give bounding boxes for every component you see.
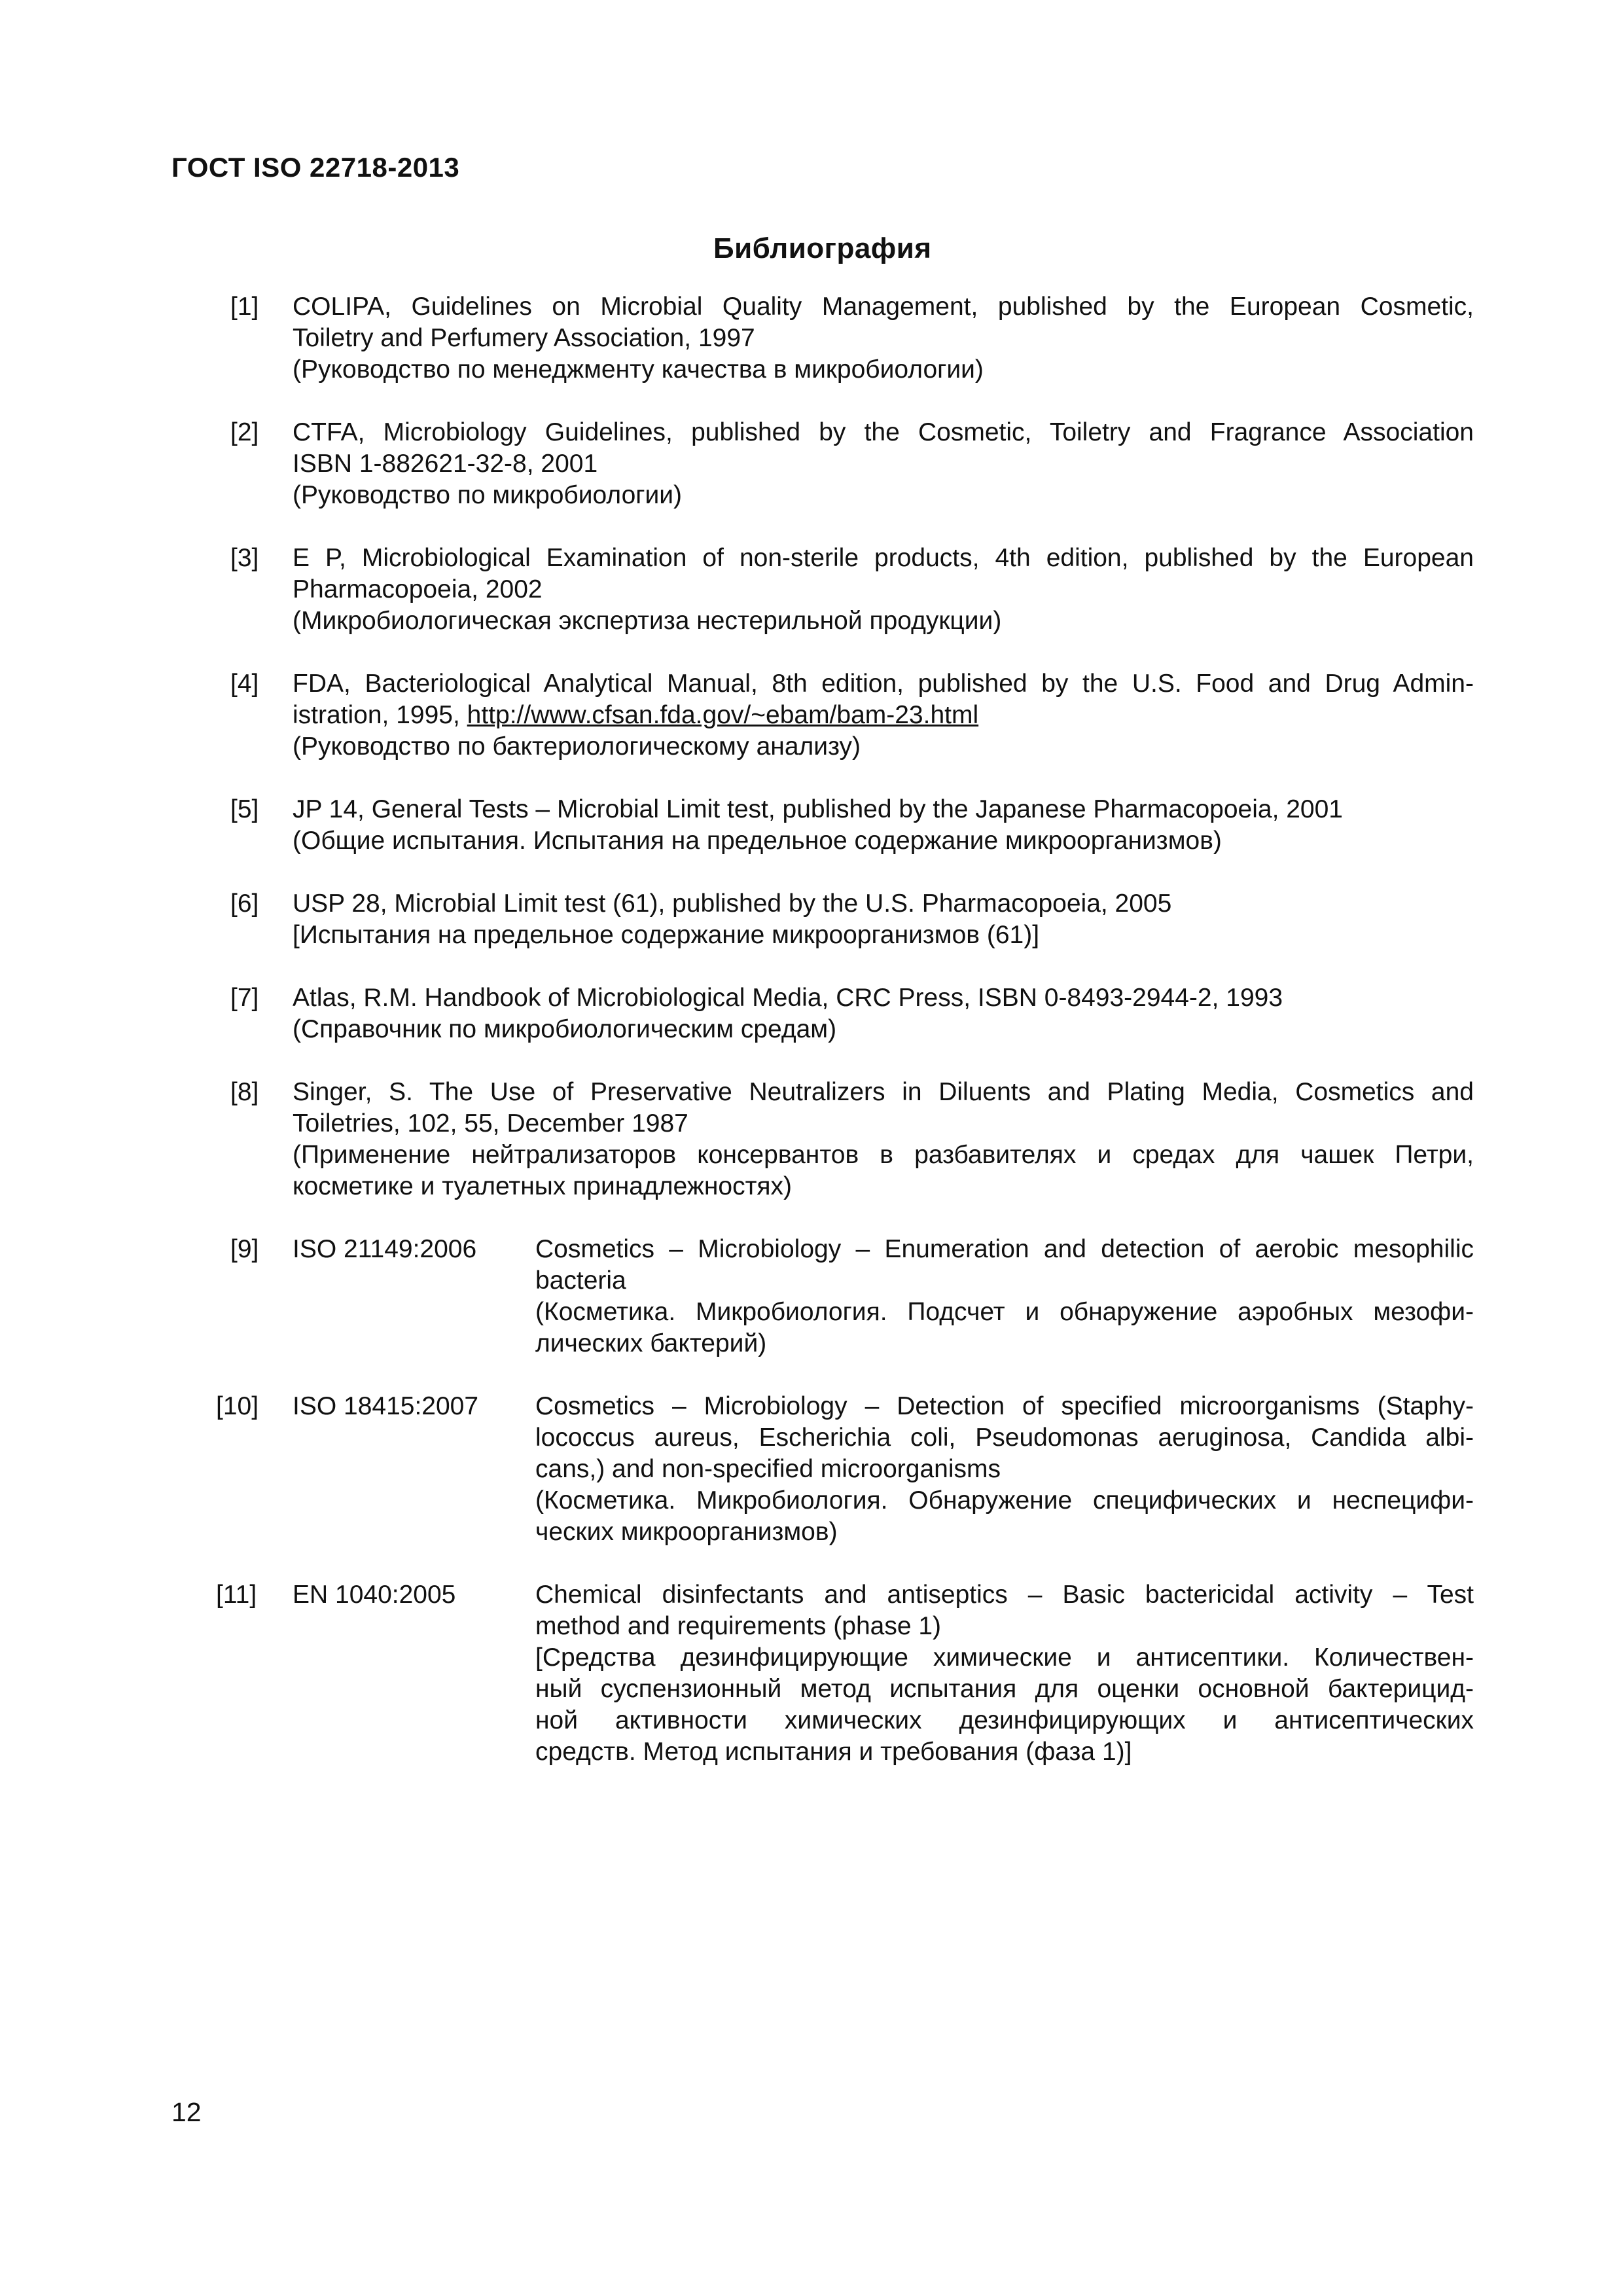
bibliography-entry [0, 543, 1623, 637]
entry-number: [7] [230, 984, 259, 1012]
entry-text: JP 14, General Tests – Microbial Limit test, published by the Japanese Pharmacopoeia, 2001 (Общие испытания. Испытания на предельное содержание микроорганизмов) [293, 795, 1343, 855]
bibliography-entry [0, 668, 1623, 762]
standard-code: EN 1040:2005 [293, 1581, 456, 1609]
bibliography-title: Библиография [713, 232, 932, 264]
bibliography-entry [0, 1579, 1623, 1768]
entry-text: COLIPA, Guidelines on Microbial Quality Management, published by the European Cosmetic, Toiletry and Perfumery Association, 1997 (Руководство по менеджменту качества в микробиологии) [293, 293, 1474, 384]
entry-number: [11] [216, 1581, 257, 1609]
entry-text: Chemical disinfectants and antiseptics – Basic bactericidal activity – Test method and requirements (phase 1) [Средства дезинфицирующие химические и антисептики. Количествен- ный суспензионный метод испытания для оценки основной бактерицид- ной активности химических дезинфицирующих и антисептических средств. Метод испытания и требования (фаза 1)] [535, 1581, 1474, 1766]
entry-number: [1] [230, 293, 259, 321]
entry-number: [5] [230, 795, 259, 823]
bibliography-entry [0, 1391, 1623, 1548]
bibliography-entry [0, 417, 1623, 511]
bibliography-entry [0, 794, 1623, 857]
entry-text: E P, Microbiological Examination of non-sterile products, 4th edition, published by the European Pharmacopoeia, 2002 (Микробиологическая экспертиза нестерильной продукции) [293, 544, 1474, 635]
entry-number: [4] [230, 670, 259, 698]
entry-text: FDA, Bacteriological Analytical Manual, 8th edition, published by the U.S. Food and Drug Admin- istration, 1995, http://www.cfsan.fda.gov/~ebam/bam-23.html (Руководство по бактериологическому анализу) [293, 670, 1474, 761]
document-code: ГОСТ ISO 22718-2013 [171, 152, 460, 183]
bibliography-entry [0, 291, 1623, 386]
standard-code: ISO 18415:2007 [293, 1392, 479, 1420]
bibliography-list [0, 291, 1623, 1799]
entry-number: [10] [216, 1392, 259, 1420]
entry-text: Cosmetics – Microbiology – Detection of specified microorganisms (Staphy- lococcus aureus, Escherichia coli, Pseudomonas aeruginosa, Candida albi- cans,) and non-specified microorganisms (Косметика. Микробиология. Обнаружение специфических и неспецифи- ческих микроорганизмов) [535, 1392, 1474, 1546]
entry-number: [2] [230, 418, 259, 446]
entry-number: [8] [230, 1078, 259, 1106]
entry-text: Cosmetics – Microbiology – Enumeration and detection of aerobic mesophilic bacteria (Косметика. Микробиология. Подсчет и обнаружение аэробных мезофи- лических бактерий) [535, 1235, 1474, 1357]
entry-text: CTFA, Microbiology Guidelines, published by the Cosmetic, Toiletry and Fragrance Association ISBN 1-882621-32-8, 2001 (Руководство по микробиологии) [293, 418, 1474, 509]
entry-text: Singer, S. The Use of Preservative Neutralizers in Diluents and Plating Media, Cosmetics and Toiletries, 102, 55, December 1987 (Применение нейтрализаторов консервантов в разбавителях и средах для чашек Петри, косметике и туалетных принадлежностях) [293, 1078, 1474, 1200]
bibliography-entry [0, 1077, 1623, 1202]
entry-text: USP 28, Microbial Limit test (61), published by the U.S. Pharmacopoeia, 2005 [Испытания на предельное содержание микроорганизмов (61)] [293, 889, 1172, 949]
entry-number: [6] [230, 889, 259, 918]
entry-text: Atlas, R.M. Handbook of Microbiological Media, CRC Press, ISBN 0-8493-2944-2, 1993 (Справочник по микробиологическим средам) [293, 984, 1283, 1043]
entry-number: [9] [230, 1235, 259, 1263]
bam-manual-link[interactable]: http://www.cfsan.fda.gov/~ebam/bam-23.html [467, 701, 979, 729]
bibliography-entry [0, 888, 1623, 951]
page-number: 12 [171, 2097, 202, 2127]
bibliography-entry [0, 982, 1623, 1045]
bibliography-entry [0, 1234, 1623, 1359]
standard-code: ISO 21149:2006 [293, 1235, 477, 1263]
entry-number: [3] [230, 544, 259, 572]
